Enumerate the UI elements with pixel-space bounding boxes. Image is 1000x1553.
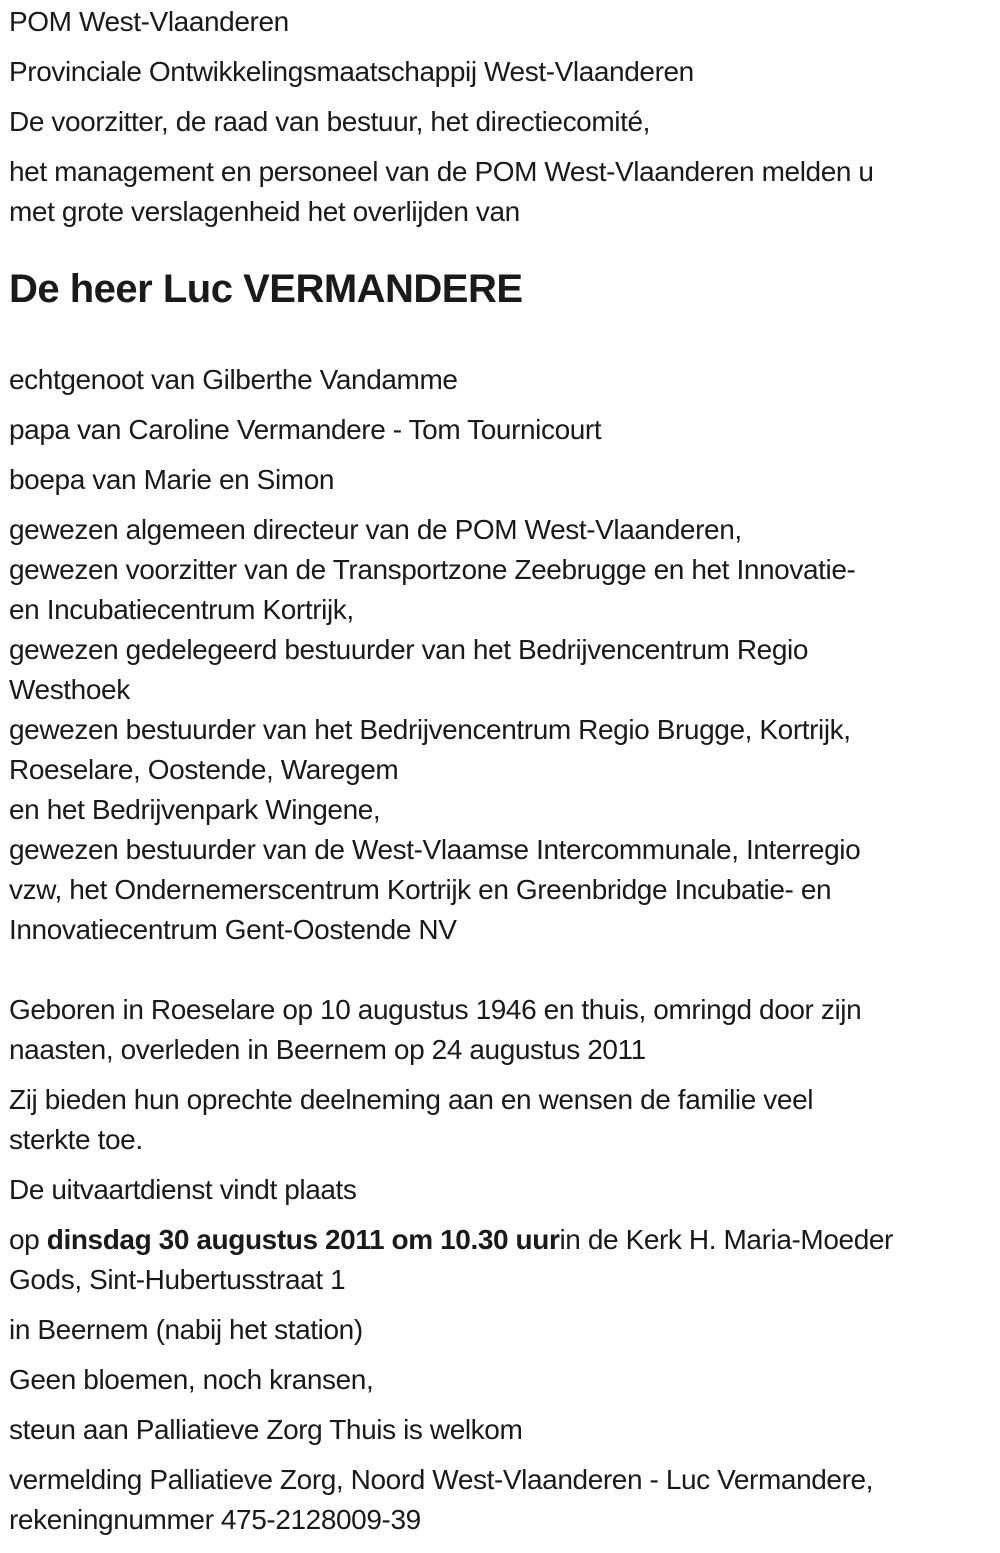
service-datetime-bold: dinsdag 30 augustus 2011 om 10.30 uur xyxy=(46,1224,560,1255)
org-full-name: Provinciale Ontwikkelingsmaatschappij West-Vlaanderen xyxy=(9,56,694,87)
service-datetime-line xyxy=(9,1220,992,1260)
career-line: Innovatiecentrum Gent-Oostende NV xyxy=(9,914,457,945)
paragraph-org-short xyxy=(9,2,992,42)
announcers-line: De voorzitter, de raad van bestuur, het directiecomité, xyxy=(9,106,651,137)
career-line: en Incubatiecentrum Kortrijk, xyxy=(9,594,354,625)
paragraph-service-intro xyxy=(9,1170,992,1210)
paragraph-grandchildren xyxy=(9,460,992,500)
career-line: gewezen algemeen directeur van de POM West-Vlaanderen, xyxy=(9,514,742,545)
charity-line: steun aan Palliatieve Zorg Thuis is welkom xyxy=(9,1414,523,1445)
paragraph-payment xyxy=(9,1460,992,1540)
text-segment: op xyxy=(9,1224,47,1255)
payment-line: vermelding Palliatieve Zorg, Noord West-Vlaanderen - Luc Vermandere, xyxy=(9,1464,874,1495)
paragraph-career xyxy=(9,510,992,950)
career-line: gewezen bestuurder van de West-Vlaamse Intercommunale, Interregio xyxy=(9,834,861,865)
service-location-line: Gods, Sint-Hubertusstraat 1 xyxy=(9,1264,346,1295)
paragraph-flowers xyxy=(9,1360,992,1400)
paragraph-children xyxy=(9,410,992,450)
service-intro-line: De uitvaartdienst vindt plaats xyxy=(9,1174,357,1205)
grandchildren-line: boepa van Marie en Simon xyxy=(9,464,335,495)
paragraph-condolence xyxy=(9,1080,992,1160)
condolence-line: Zij bieden hun oprechte deelneming aan en wensen de familie veel xyxy=(9,1084,814,1115)
life-dates-line: naasten, overleden in Beernem op 24 augustus 2011 xyxy=(9,1034,646,1065)
paragraph-service-place xyxy=(9,1310,992,1350)
paragraph-spouse xyxy=(9,360,992,400)
children-line: papa van Caroline Vermandere - Tom Tournicourt xyxy=(9,414,602,445)
text-segment: in de Kerk H. Maria-Moeder xyxy=(559,1224,893,1255)
paragraph-announcers-1 xyxy=(9,102,992,142)
career-line: Roeselare, Oostende, Waregem xyxy=(9,754,399,785)
career-line: gewezen bestuurder van het Bedrijvencentrum Regio Brugge, Kortrijk, xyxy=(9,714,851,745)
life-dates-line: Geboren in Roeselare op 10 augustus 1946 en thuis, omringd door zijn xyxy=(9,994,862,1025)
service-place-line: in Beernem (nabij het station) xyxy=(9,1314,363,1345)
career-line: gewezen gedelegeerd bestuurder van het Bedrijvencentrum Regio xyxy=(9,634,809,665)
paragraph-life-dates xyxy=(9,990,992,1070)
paragraph-charity xyxy=(9,1410,992,1450)
paragraph-announcers-2 xyxy=(9,152,992,232)
condolence-line: sterkte toe. xyxy=(9,1124,143,1155)
career-line: Westhoek xyxy=(9,674,130,705)
flowers-line: Geen bloemen, noch kransen, xyxy=(9,1364,374,1395)
paragraph-org-full xyxy=(9,52,992,92)
deceased-name-heading: De heer Luc VERMANDERE xyxy=(9,267,523,311)
spouse-line: echtgenoot van Gilberthe Vandamme xyxy=(9,364,458,395)
career-line: gewezen voorzitter van de Transportzone Zeebrugge en het Innovatie- xyxy=(9,554,856,585)
announcers-line: het management en personeel van de POM West-Vlaanderen melden u xyxy=(9,156,874,187)
org-short-name: POM West-Vlaanderen xyxy=(9,6,289,37)
account-number-line: rekeningnummer 475-2128009-39 xyxy=(9,1504,421,1535)
career-line: en het Bedrijvenpark Wingene, xyxy=(9,794,381,825)
career-line: vzw, het Ondernemerscentrum Kortrijk en Greenbridge Incubatie- en xyxy=(9,874,832,905)
blank-line xyxy=(9,960,992,990)
announcers-line: met grote verslagenheid het overlijden van xyxy=(9,196,520,227)
paragraph-service-datetime xyxy=(9,1220,992,1300)
